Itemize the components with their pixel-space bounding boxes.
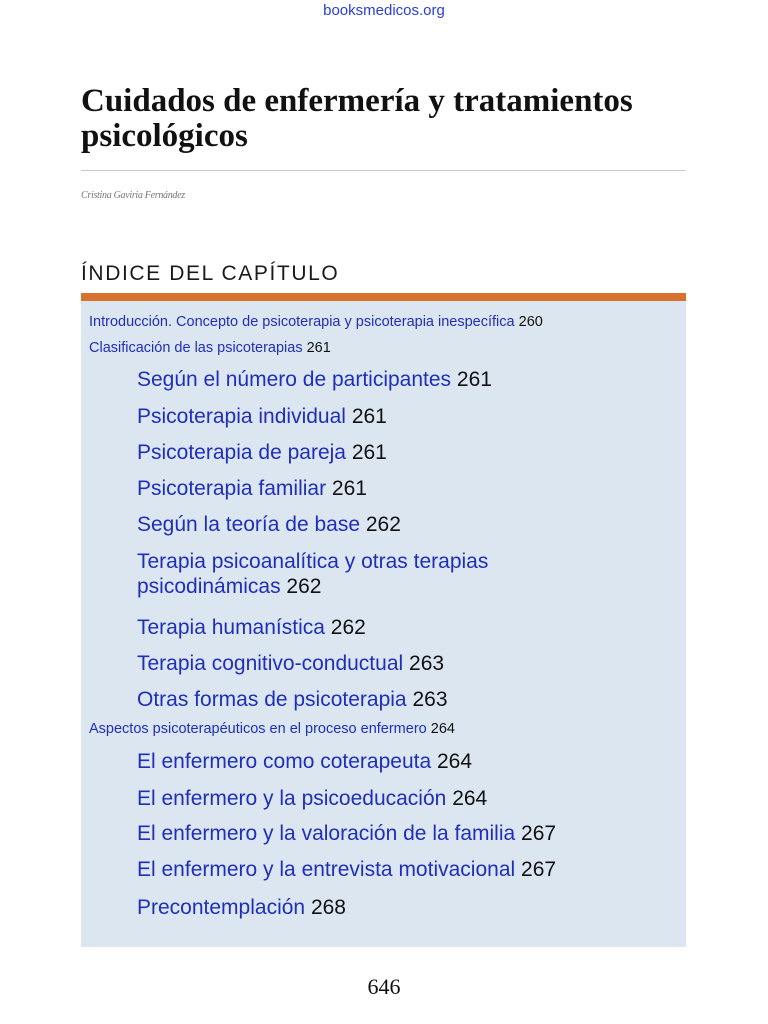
toc-entry-page: 261 [351, 441, 387, 464]
toc-entry-link[interactable]: El enfermero y la valoración de la familia [137, 822, 516, 845]
toc-entry-page: 264 [452, 787, 488, 810]
toc-entry-page: 261 [306, 340, 331, 356]
toc-entry-link[interactable]: Según el número de participantes [137, 368, 452, 391]
toc-entry-page: 267 [521, 822, 557, 845]
toc-entry-link[interactable]: Aspectos psicoterapéuticos en el proceso enfermero [89, 721, 427, 737]
toc-entry [137, 512, 401, 537]
toc-entry-link[interactable]: Psicoterapia familiar [137, 477, 327, 500]
toc-entry-page: 264 [437, 750, 473, 773]
toc-entry-link[interactable]: Psicoterapia de pareja [137, 441, 346, 464]
toc-entry-page: 262 [286, 575, 322, 598]
toc-entry [137, 687, 448, 712]
toc-entry-page: 267 [521, 858, 557, 881]
toc-entry-page: 264 [430, 721, 455, 737]
page-number: 646 [367, 974, 401, 999]
toc-entry [137, 615, 366, 640]
toc-entry [89, 314, 543, 331]
toc-entry-link[interactable]: Terapia cognitivo-conductual [137, 652, 404, 675]
toc-entry-link[interactable]: Según la teoría de base [137, 513, 361, 536]
toc-entry [137, 821, 556, 846]
chapter-title: Cuidados de enfermería y tratamientos psicológicos [81, 83, 633, 154]
toc-entry [137, 440, 387, 465]
toc-entry-link[interactable]: Introducción. Concepto de psicoterapia y psicoterapia inespecífica [89, 314, 515, 330]
toc-entry-link[interactable]: Precontemplación [137, 896, 306, 919]
toc-entry-link[interactable]: El enfermero y la entrevista motivacional [137, 858, 516, 881]
toc-entry-link[interactable]: Terapia psicoanalítica y otras terapias psicodinámicas [137, 550, 489, 598]
toc-entry-page: 261 [351, 405, 387, 428]
toc-entry [137, 895, 346, 920]
toc-entry-link[interactable]: Terapia humanística [137, 616, 325, 639]
toc-entry-page: 263 [412, 688, 448, 711]
toc-entry-page: 268 [310, 896, 346, 919]
toc-entry-page: 263 [409, 652, 445, 675]
toc-entry [137, 786, 487, 811]
toc-entry [89, 721, 455, 738]
toc-entry [137, 651, 444, 676]
toc-entry-link[interactable]: Clasificación de las psicoterapias [89, 340, 303, 356]
index-accent-bar [81, 293, 686, 301]
toc-entry-link[interactable]: El enfermero como coterapeuta [137, 750, 432, 773]
toc-entry-page: 261 [456, 368, 492, 391]
toc-entry-link[interactable]: Psicoterapia individual [137, 405, 346, 428]
toc-entry-page: 262 [330, 616, 366, 639]
title-divider [81, 170, 686, 171]
toc-entry-link[interactable]: Otras formas de psicoterapia [137, 688, 407, 711]
toc-entry [137, 749, 472, 774]
toc-entry-page: 261 [331, 477, 367, 500]
index-heading: ÍNDICE DEL CAPÍTULO [81, 262, 340, 285]
toc-entry-page: 262 [365, 513, 401, 536]
toc-entry [137, 857, 556, 882]
author-name: Cristina Gaviria Fernández [81, 190, 185, 201]
toc-entry [137, 549, 607, 599]
toc-entry [89, 340, 331, 357]
toc-entry [137, 404, 387, 429]
toc-entry [137, 476, 367, 501]
toc-entry-page: 260 [518, 314, 543, 330]
table-of-contents [81, 301, 686, 947]
toc-entry [137, 367, 492, 392]
site-link[interactable]: booksmedicos.org [323, 2, 445, 19]
toc-entry-link[interactable]: El enfermero y la psicoeducación [137, 787, 447, 810]
